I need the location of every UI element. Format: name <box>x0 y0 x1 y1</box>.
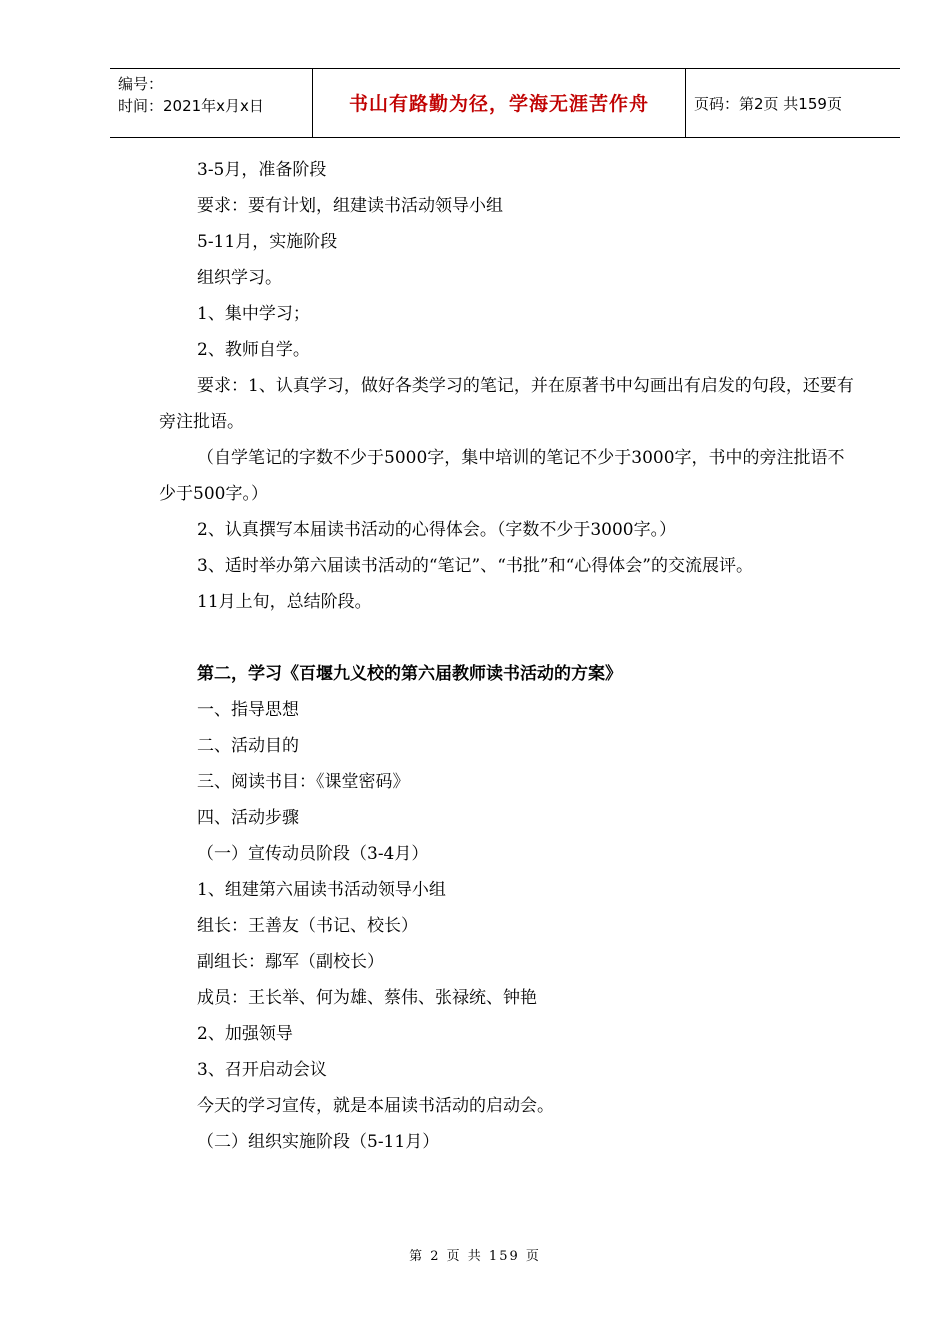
paragraph: 要求：要有计划，组建读书活动领导小组 <box>197 196 503 216</box>
section-heading: 第二，学习《百堰九义校的第六届教师读书活动的方案》 <box>197 664 622 684</box>
blank-line <box>159 620 859 656</box>
paragraph: 2、加强领导 <box>197 1024 293 1044</box>
paragraph: 2、认真撰写本届读书活动的心得体会。（字数不少于3000字。） <box>197 520 677 540</box>
paragraph: 一、指导思想 <box>197 700 299 720</box>
paragraph: （自学笔记的字数不少于5000字，集中培训的笔记不少于3000字，书中的旁注批语不少于500字。） <box>159 448 845 504</box>
paragraph: 副组长：鄢军（副校长） <box>197 952 384 972</box>
paragraph: 组织学习。 <box>197 268 282 288</box>
time-label: 时间：2021年x月x日 <box>118 97 264 115</box>
paragraph: （二）组织实施阶段（5-11月） <box>197 1132 440 1152</box>
paragraph: 3、适时举办第六届读书活动的“笔记”、“书批”和“心得体会”的交流展评。 <box>197 556 753 576</box>
document-header <box>110 68 900 138</box>
paragraph: 成员：王长举、何为雄、蔡伟、张禄统、钟艳 <box>197 988 537 1008</box>
paragraph: 组长：王善友（书记、校长） <box>197 916 418 936</box>
paragraph: 二、活动目的 <box>197 736 299 756</box>
paragraph: 今天的学习宣传，就是本届读书活动的启动会。 <box>197 1096 554 1116</box>
document-body <box>159 152 859 1160</box>
paragraph: 11月上旬，总结阶段。 <box>197 592 372 612</box>
paragraph: 三、阅读书目：《课堂密码》 <box>197 772 410 792</box>
header-left-cell <box>110 69 310 137</box>
paragraph: 四、活动步骤 <box>197 808 299 828</box>
paragraph: 2、教师自学。 <box>197 340 310 360</box>
paragraph: 5-11月，实施阶段 <box>197 232 338 252</box>
paragraph: 要求：1、认真学习，做好各类学习的笔记，并在原著书中勾画出有启发的句段，还要有旁注批语。 <box>159 376 854 432</box>
paragraph: 3、召开启动会议 <box>197 1060 327 1080</box>
paragraph: （一）宣传动员阶段（3-4月） <box>197 844 429 864</box>
page-footer: 第 2 页 共 159 页 <box>409 1249 541 1264</box>
paragraph: 1、组建第六届读书活动领导小组 <box>197 880 446 900</box>
page-info: 页码：第2页 共159页 <box>694 95 842 113</box>
motto-text: 书山有路勤为径，学海无涯苦作舟 <box>348 93 649 115</box>
header-motto-cell <box>312 69 686 137</box>
serial-label: 编号： <box>118 75 164 93</box>
header-right-cell <box>686 69 900 137</box>
paragraph: 3-5月，准备阶段 <box>197 160 327 180</box>
paragraph: 1、集中学习； <box>197 304 310 324</box>
